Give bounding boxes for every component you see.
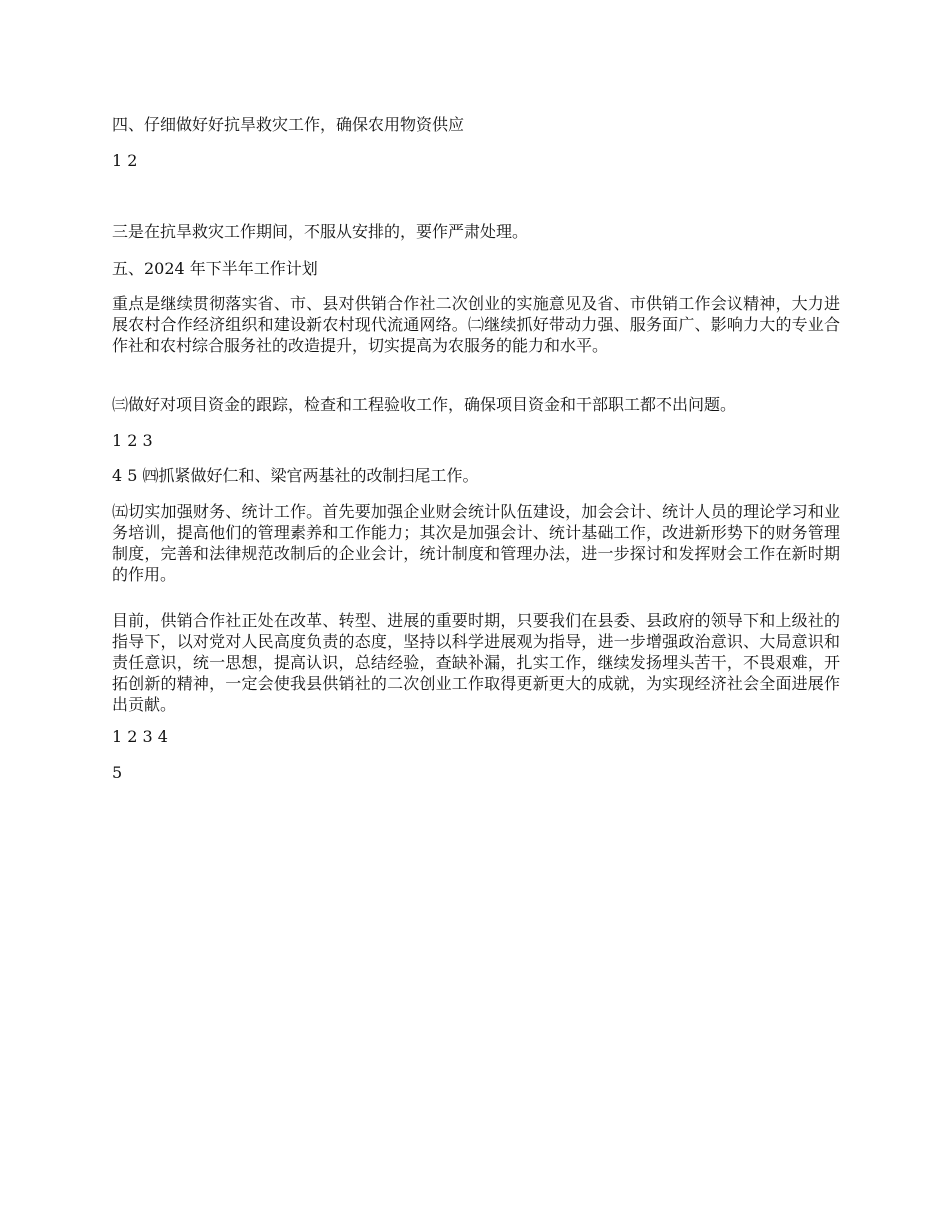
section-heading-four: 四、仔细做好好抗旱救灾工作，确保农用物资供应: [112, 115, 465, 134]
page-marker: 1 2: [112, 151, 138, 170]
page-marker: 1 2 3: [112, 431, 153, 450]
paragraph-item-four: 4 5 ㈣抓紧做好仁和、梁官两基社的改制扫尾工作。: [112, 466, 479, 485]
page-marker: 5: [112, 763, 123, 782]
section-heading-five: 五、2024 年下半年工作计划: [112, 259, 318, 278]
paragraph-conclusion: 目前，供销合作社正处在改革、转型、进展的重要时期，只要我们在县委、县政府的领导下和上级社的指导下，以对党对人民高度负责的态度，坚持以科学进展观为指导，进一步增强政治意识、大局意识和责任意识，统一思想，提高认识，总结经验，查缺补漏，扎实工作，继续发扬埋头苦干，不畏艰难，开拓创新的精神，一定会使我县供销社的二次创业工作取得更新更大的成就，为实现经济社会全面进展作出贡献。: [112, 611, 840, 714]
paragraph-focus: 重点是继续贯彻落实省、市、县对供销合作社二次创业的实施意见及省、市供销工作会议精神，大力进展农村合作经济组织和建设新农村现代流通网络。㈡继续抓好带动力强、服务面广、影响力大的专业合作社和农村综合服务社的改造提升，切实提高为农服务的能力和水平。: [112, 294, 840, 355]
paragraph-item-five: ㈤切实加强财务、统计工作。首先要加强企业财会统计队伍建设，加会会计、统计人员的理论学习和业务培训，提高他们的管理素养和工作能力；其次是加强会计、统计基础工作，改进新形势下的财务管理制度，完善和法律规范改制后的企业会计，统计制度和管理办法，进一步探讨和发挥财会工作在新时期的作用。: [112, 502, 840, 584]
paragraph-line: 三是在抗旱救灾工作期间，不服从安排的，要作严肃处理。: [112, 222, 529, 241]
paragraph-item-three: ㈢做好对项目资金的跟踪，检查和工程验收工作，确保项目资金和干部职工都不出问题。: [112, 395, 737, 414]
page-marker: 1 2 3 4: [112, 727, 168, 746]
